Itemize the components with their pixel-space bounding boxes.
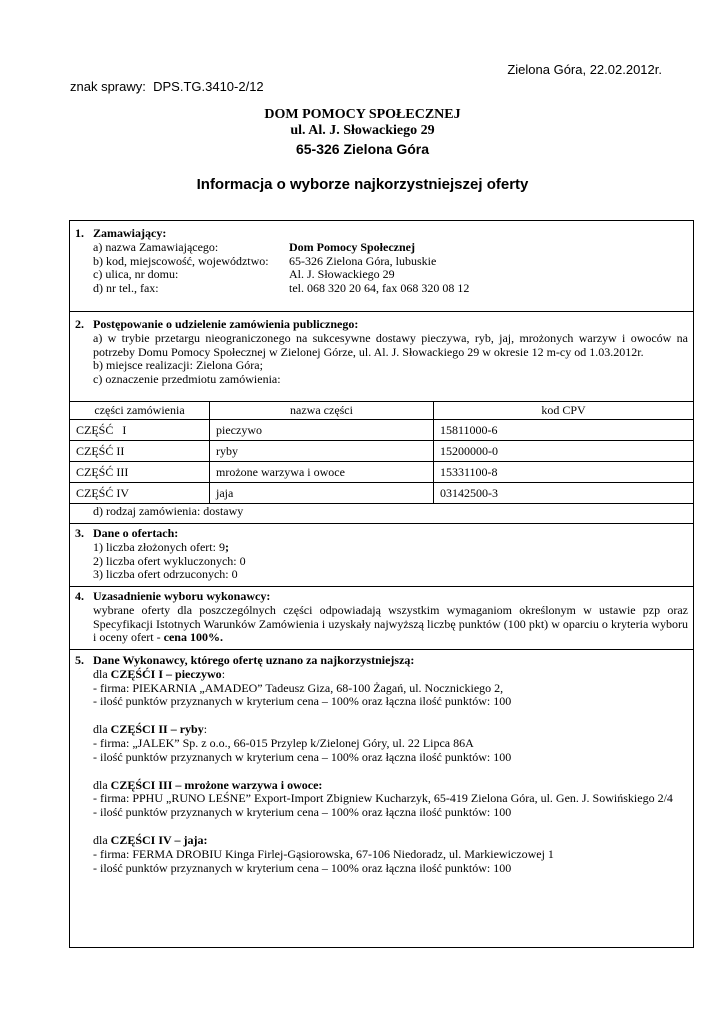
table-row (70, 462, 694, 483)
field-label: a) nazwa Zamawiającego: (93, 239, 219, 254)
part-prefix: dla (93, 722, 111, 737)
part-suffix: : (221, 666, 226, 681)
table-header-row (70, 402, 694, 420)
column-header: części zamówienia (70, 402, 210, 420)
part-suffix: : (203, 722, 208, 737)
part-points: - ilość punktów przyznanych w kryterium cena – 100% oraz łączna ilość punktów: 100 (93, 805, 512, 820)
section-divider (69, 523, 694, 524)
section-heading: Dane o ofertach: (93, 526, 179, 540)
section-divider (69, 311, 694, 312)
field-value: Al. J. Słowackiego 29 (289, 267, 395, 282)
organization-header (0, 107, 725, 139)
part-firm: - firma: „JALEK” Sp. z o.o., 66-015 Przylep k/Zielonej Góry, ul. 22 Lipca 86A (93, 735, 474, 750)
section-heading: Postępowanie o udzielenie zamówienia publicznego: (93, 317, 359, 331)
table-cell: CZĘŚĆ III (70, 462, 210, 483)
table-cell: CZĘŚĆ II (70, 441, 210, 462)
table-cell: 15200000-0 (434, 441, 694, 462)
section-number: 5. (75, 653, 84, 667)
offers-submitted-semicolon: ; (224, 539, 229, 554)
table-cell: ryby (210, 441, 434, 462)
part-points: - ilość punktów przyznanych w kryterium cena – 100% oraz łączna ilość punktów: 100 (93, 860, 512, 875)
cpv-table (69, 401, 694, 504)
table-cell: 15811000-6 (434, 420, 694, 441)
field-value: 65-326 Zielona Góra, lubuskie (289, 253, 437, 268)
table-cell: pieczywo (210, 420, 434, 441)
part-points: - ilość punktów przyznanych w kryterium cena – 100% oraz łączna ilość punktów: 100 (93, 749, 512, 764)
table-cell: 15331100-8 (434, 462, 694, 483)
part-heading (93, 668, 688, 682)
organization-street: ul. Al. J. Słowackiego 29 (290, 123, 435, 138)
table-cell: jaja (210, 483, 434, 504)
column-header: kod CPV (434, 402, 694, 420)
field-label: c) ulica, nr domu: (93, 267, 179, 282)
field-label: d) nr tel., fax: (93, 281, 159, 296)
table-cell: CZĘŚĆ I (70, 420, 210, 441)
table-row (70, 483, 694, 504)
justification-body: wybrane oferty dla poszczególnych części odpowiadają wszystkim wymaganiom określonym w ustawie pzp oraz Specyfikacji Istotnych Warunków Zamówienia i uzyskały najwyższą liczbę punktów (100 pkt) w oparciu o kryteria wyboru i oceny ofert - (93, 602, 688, 645)
organization-name: DOM POMOCY SPOŁECZNEJ (264, 107, 461, 122)
section-number: 4. (75, 589, 84, 603)
section-heading: Dane Wykonawcy, którego ofertę uznano za najkorzystniejszą: (93, 653, 415, 667)
field-value: tel. 068 320 20 64, fax 068 320 08 12 (289, 281, 470, 296)
offers-excluded: 2) liczba ofert wykluczonych: 0 (93, 553, 246, 568)
part-heading (93, 834, 688, 848)
part-prefix: dla (93, 832, 111, 847)
part-firm: - firma: PPHU „RUNO LEŚNE” Export-Import Zbigniew Kucharzyk, 65-419 Zielona Góra, ul. Gen. J. Sowińskiego 2/4 (93, 791, 673, 806)
part-name: CZĘŚĆI I – pieczywo (110, 666, 222, 681)
table-cell: 03142500-3 (434, 483, 694, 504)
column-header: nazwa części (210, 402, 434, 420)
procedure-subject-label: c) oznaczenie przedmiotu zamówienia: (93, 372, 281, 387)
part-name: CZĘŚCI IV – jaja: (110, 832, 208, 847)
part-heading (93, 723, 688, 737)
section-number: 3. (75, 526, 84, 540)
offers-rejected: 3) liczba ofert odrzuconych: 0 (93, 567, 238, 582)
part-prefix: dla (93, 777, 111, 792)
section-heading: Zamawiający: (93, 226, 167, 240)
part-points: - ilość punktów przyznanych w kryterium cena – 100% oraz łączna ilość punktów: 100 (93, 694, 512, 709)
field-value: Dom Pomocy Społecznej (289, 239, 415, 254)
case-reference-value: DPS.TG.3410-2/12 (153, 79, 264, 94)
offers-submitted-text: 1) liczba złożonych ofert: 9 (93, 539, 225, 554)
case-reference-label: znak sprawy: (70, 79, 146, 94)
part-heading (93, 779, 688, 793)
table-cell: CZĘŚĆ IV (70, 483, 210, 504)
section-divider (69, 586, 694, 587)
document-title: Informacja o wyborze najkorzystniejszej oferty (196, 176, 529, 193)
place-date: Zielona Góra, 22.02.2012r. (507, 62, 662, 77)
procedure-description: a) w trybie przetargu nieograniczonego na sukcesywne dostawy pieczywa, ryb, jaj, mrożonych warzyw i owoców na potrzeby Domu Pomocy Społecznej w Zielonej Górze, ul. Al. J. Słowackiego 29 w okresie 12 m-cy od 1.03.2012r. (93, 330, 688, 359)
table-row (70, 441, 694, 462)
section-heading: Uzasadnienie wyboru wykonawcy: (93, 589, 271, 603)
part-firm: - firma: PIEKARNIA „AMADEO” Tadeusz Giza, 68-100 Żagań, ul. Nocznickiego 2, (93, 680, 504, 695)
section-divider (69, 649, 694, 650)
section-number: 1. (75, 226, 84, 240)
procedure-type: d) rodzaj zamówienia: dostawy (93, 504, 244, 518)
section-number: 2. (75, 317, 84, 331)
part-firm: - firma: FERMA DROBIU Kinga Firlej-Gąsiorowska, 67-106 Niedoradz, ul. Markiewiczowej 1 (93, 846, 554, 861)
offers-submitted (93, 541, 688, 555)
table-cell: mrożone warzywa i owoce (210, 462, 434, 483)
case-reference (70, 79, 264, 94)
field-label: b) kod, miejscowość, województwo: (93, 253, 269, 268)
justification-criterion: cena 100%. (163, 630, 223, 645)
part-name: CZĘŚCI III – mrożone warzywa i owoce: (110, 777, 323, 792)
part-prefix: dla (93, 666, 111, 681)
part-name: CZĘŚCI II – ryby (110, 722, 204, 737)
table-row (70, 420, 694, 441)
organization-city: 65-326 Zielona Góra (295, 141, 430, 157)
justification-text (93, 604, 688, 645)
procedure-location: b) miejsce realizacji: Zielona Góra; (93, 358, 263, 373)
